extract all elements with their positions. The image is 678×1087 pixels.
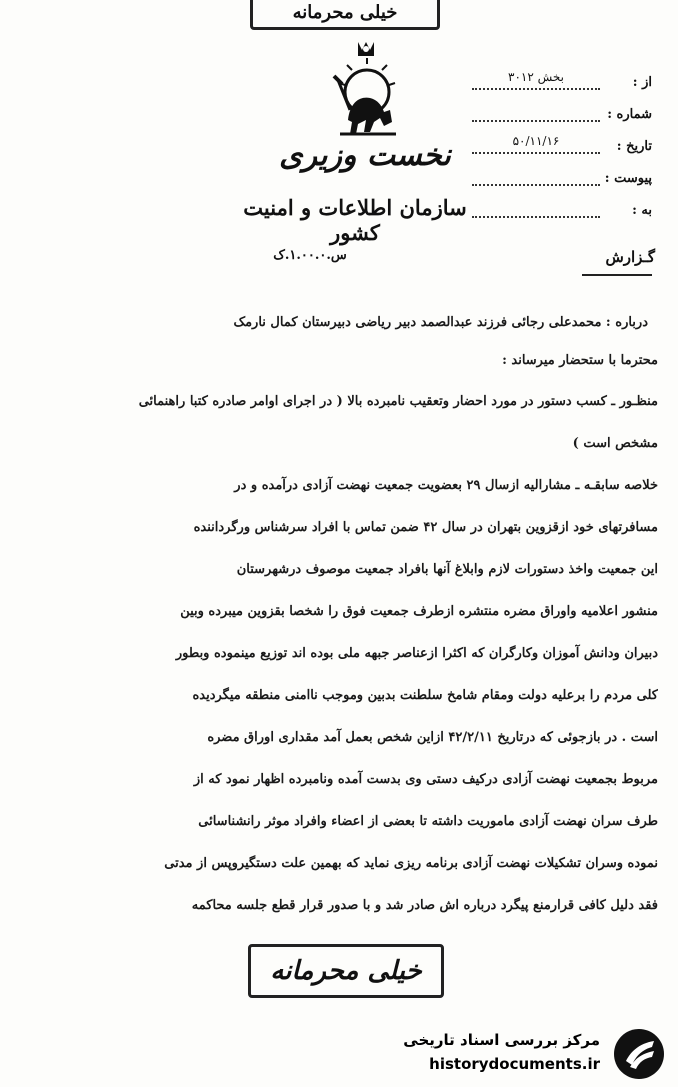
bottom-confidential-stamp (248, 944, 444, 998)
body-line: خلاصه سابقـه ـ مشارالیه ازسال ۲۹ بعضویت جمعیت نهضت آزادی درآمده و در (234, 478, 658, 493)
meta-row-date (472, 122, 652, 154)
body-line: دبیران ودانش آموزان وکارگران که اکثرا ازعناصر جبهه ملی بوده اند توزیع مینموده وبطور (175, 646, 658, 661)
body-line: است . در بازجوئی که درتاریخ ۴۲/۲/۱۱ ازاین شخص بعمل آمد مقداری اوراق مضره (207, 730, 658, 745)
meta-label-number: شماره : (607, 107, 652, 122)
watermark-text-fa: مرکز بررسی اسناد تاریخی (403, 1031, 600, 1049)
body-line: طرف سران نهضت آزادی ماموریت داشته تا بعضی از اعضاء وافراد موثر رانشناسائی (198, 814, 658, 829)
report-salutation: محترما با ستحضار میرساند : (502, 353, 658, 368)
body-line: این جمعیت واخذ دستورات لازم وابلاغ آنها بافراد جمعیت موصوف درشهرستان (236, 562, 658, 577)
report-heading-underline (582, 274, 652, 276)
body-line: فقد دلیل کافی قرارمنع پیگرد درباره اش صادر شد و با صدور قرار قطع جلسه محاکمه (191, 898, 658, 913)
organization-code: س.۱.۰۰.۰.ک (273, 248, 347, 263)
meta-label-to: به : (632, 203, 652, 218)
meta-value-from: بخش ۳۰۱۲ (472, 70, 600, 90)
top-stamp-text: خیلی محرمانه (292, 2, 398, 23)
meta-label-attachment: پیوست : (604, 171, 652, 186)
report-subject: درباره : محمدعلی رجائی فرزند عبدالصمد دبیر ریاضی دبیرستان کمال نارمک (233, 315, 648, 330)
body-line: کلی مردم را برعلیه دولت ومقام شامخ سلطنت بدبین وموجب ناامنی منطقه میگردیده (192, 688, 658, 703)
meta-label-date: تاریخ : (616, 139, 652, 154)
watermark-text-en: historydocuments.ir (429, 1055, 600, 1073)
meta-value-number (472, 102, 600, 122)
body-line: نموده وسران تشکیلات نهضت آزادی برنامه ریزی نماید که بهمین علت دستگیروپس از مدتی (164, 856, 658, 871)
document-archive-logo-icon (612, 1027, 666, 1081)
archive-watermark (403, 1025, 672, 1081)
meta-label-from: از : (632, 75, 652, 90)
body-line: مسافرتهای خود ازقزوین بتهران در سال ۴۲ ضمن تماس با افراد سرشناس ورگرداننده (193, 520, 658, 535)
bottom-stamp-text: خیلی محرمانه (270, 956, 422, 986)
meta-row-number (472, 90, 652, 122)
lion-and-sun-emblem-icon (320, 40, 410, 140)
meta-row-attachment (472, 154, 652, 186)
report-heading: گـزارش (605, 248, 655, 266)
meta-value-date: ۵۰/۱۱/۱۶ (472, 134, 600, 154)
meta-row-from (472, 58, 652, 90)
report-body (28, 305, 658, 927)
body-line: منظـور ـ کسب دستور در مورد احضار وتعقیب نامبرده بالا ( در اجرای اوامر صادره کتبا راهنمائی (138, 394, 658, 409)
organization-subtitle: سازمان اطلاعات و امنیت کشور (243, 195, 467, 245)
meta-row-to (472, 186, 652, 218)
body-line: منشور اعلامیه واوراق مضره منتشره ازطرف جمعیت فوق را شخصا بقزوین میبرده وبین (180, 604, 658, 619)
body-line: مربوط بجمعیت نهضت آزادی درکیف دستی وی بدست آمده ونامبرده اظهار نمود که از (193, 772, 658, 787)
top-confidential-stamp (250, 0, 440, 30)
meta-value-to (472, 198, 600, 218)
meta-value-attachment (472, 166, 600, 186)
body-line: مشخص است ) (572, 436, 658, 451)
organization-title: نخست وزیری (279, 138, 451, 173)
document-meta-fields (472, 58, 652, 218)
